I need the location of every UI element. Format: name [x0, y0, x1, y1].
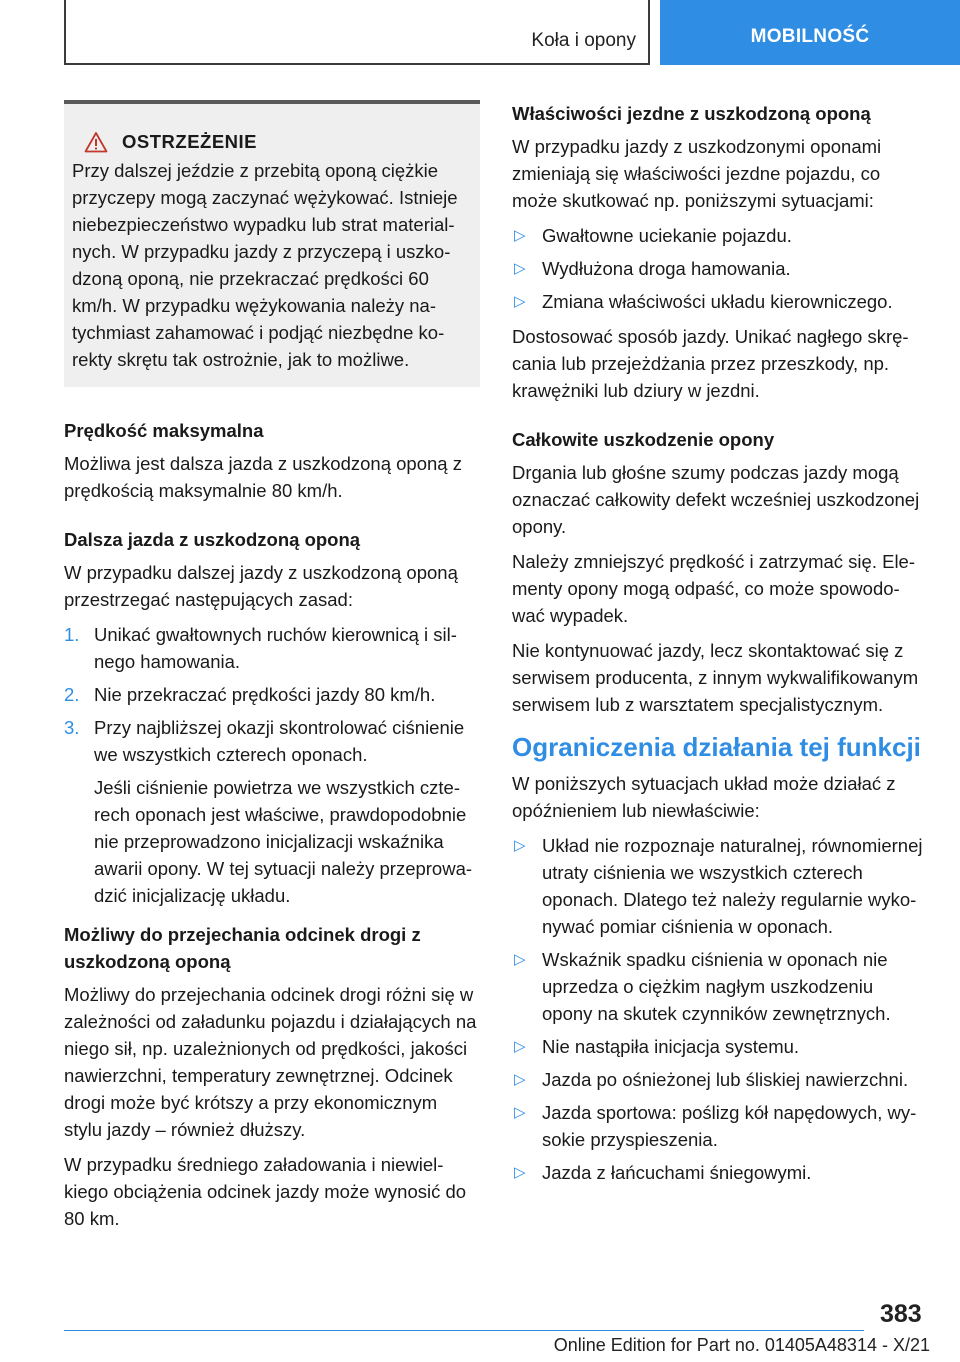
- continue-text: W przypadku dalszej jazdy z uszkodzoną oponą przestrzegać następujących zasad:: [64, 562, 458, 610]
- triangle-bullet-icon: ▷: [514, 1071, 526, 1088]
- list-item: ▷ Gwałtowne uciekanie pojazdu.: [512, 222, 926, 249]
- list-item: ▷ Układ nie rozpoznaje naturalnej, równomiernej utraty ciśnienia we wszystkich czterech oponach. Dlatego też należy regularnie wykonywać pomiar ciśnienia w oponach.: [512, 832, 926, 940]
- properties-text: W przypadku jazdy z uszkodzonymi oponami zmieniają się właściwości jezdne pojazdu, co może skutkować np. poniższymi sytuacjami:: [512, 136, 882, 211]
- step-number: 3.: [64, 717, 80, 738]
- triangle-bullet-icon: ▷: [514, 951, 526, 968]
- list-item: ▷ Wydłużona droga hamowania.: [512, 255, 926, 282]
- list-item: ▷ Jazda sportowa: poślizg kół napędowych, wysokie przyspieszenia.: [512, 1099, 926, 1153]
- footer-edition: Online Edition for Part no. 01405A48314 - X/21: [553, 1335, 930, 1355]
- list-item: ▷ Wskaźnik spadku ciśnienia w oponach nie uprzedza o ciężkim nagłym uszkodzeniu opony na skutek czynników zewnętrznych.: [512, 946, 926, 1027]
- distance-text-2: W przypadku średniego załadowania i niewielkiego obciążenia odcinek jazdy może wynosić do 80 km.: [64, 1154, 467, 1229]
- header-chapter-tab: MOBILNOŚĆ: [660, 0, 960, 65]
- warning-triangle-icon: [84, 131, 108, 153]
- list-item: ▷ Jazda z łańcuchami śniegowymi.: [512, 1159, 926, 1186]
- triangle-bullet-icon: ▷: [514, 837, 526, 854]
- page-number: 383: [880, 1300, 922, 1328]
- header-rule-bottom: [64, 63, 650, 65]
- header-rule-right: [648, 0, 650, 65]
- list-item: [64, 681, 480, 708]
- steps-list: [64, 621, 480, 909]
- damage-text-2: Należy zmniejszyć prędkość i zatrzymać się. Elementy opony mogą odpaść, co może spowodować wypadek.: [512, 551, 916, 626]
- properties-heading: Właściwości jezdne z uszkodzoną oponą: [512, 103, 871, 124]
- distance-heading: Możliwy do przejechania odcinek drogi z uszkodzoną oponą: [64, 924, 421, 972]
- warning-title: OSTRZEŻENIE: [122, 131, 258, 152]
- triangle-bullet-icon: ▷: [514, 1038, 526, 1055]
- step-text: Unikać gwałtownych ruchów kierownicą i silnego hamowania.: [94, 624, 457, 672]
- speed-text: Możliwa jest dalsza jazda z uszkodzoną oponą z prędkością maksymalnie 80 km/h.: [64, 453, 462, 501]
- warning-text: Przy dalszej jeździe z przebitą oponą ciężkie przyczepy mogą zaczynać wężykować. Istnieje niebezpieczeństwo wypadku lub strat materialnych. W przypadku jazdy z przyczepą i uszkodzoną oponą, nie przekraczać prędkości 60 km/h. W przypadku wężykowania należy natychmiast zahamować i podjąć niezbędne korekty skrętu tak ostrożnie, jak to możliwe.: [72, 160, 458, 370]
- continue-heading: Dalsza jazda z uszkodzoną oponą: [64, 529, 361, 550]
- header-section-title: Koła i opony: [531, 30, 636, 51]
- limits-text: W poniższych sytuacjach układ może działać z opóźnieniem lub niewłaściwie:: [512, 773, 896, 821]
- list-item: [64, 714, 480, 909]
- footer-rule: [64, 1330, 864, 1331]
- triangle-bullet-icon: ▷: [514, 260, 526, 277]
- properties-list: [512, 222, 926, 315]
- right-column: [512, 100, 926, 1194]
- left-column: [64, 100, 480, 1240]
- damage-text-3: Nie kontynuować jazdy, lecz skontaktować się z serwisem producenta, z innym wykwalifikowanym serwisem lub z warsztatem specjalistycznym.: [512, 640, 919, 715]
- damage-heading: Całkowite uszkodzenie opony: [512, 429, 775, 450]
- distance-text: Możliwy do przejechania odcinek drogi różni się w zależności od załadunku pojazdu i działających na niego sił, np. uzależnionych od prędkości, jakości nawierzchni, temperatury zewnętrznej. Odcinek drogi może być krótszy a przy ekonomicznym stylu jazdy – również dłuższy.: [64, 984, 477, 1140]
- list-item: ▷ Nie nastąpiła inicjacja systemu.: [512, 1033, 926, 1060]
- triangle-bullet-icon: ▷: [514, 227, 526, 244]
- warning-header: [72, 128, 472, 155]
- list-item: [64, 621, 480, 675]
- step-number: 2.: [64, 684, 80, 705]
- properties-after-text: Dostosować sposób jazdy. Unikać nagłego skręcania lub przejeżdżania przez przeszkody, np. krawężniki lub dziury w jezdni.: [512, 326, 909, 401]
- step-text: Przy najbliższej okazji skontrolować ciśnienie we wszystkich czterech oponach.: [94, 717, 465, 765]
- warning-box: [64, 100, 480, 387]
- limits-list: [512, 832, 926, 1186]
- damage-text-1: Drgania lub głośne szumy podczas jazdy mogą oznaczać całkowity defekt wcześniej uszkodzonej opony.: [512, 462, 920, 537]
- triangle-bullet-icon: ▷: [514, 293, 526, 310]
- list-item: ▷ Zmiana właściwości układu kierowniczego.: [512, 288, 926, 315]
- step-number: 1.: [64, 624, 80, 645]
- step-subtext: Jeśli ciśnienie powietrza we wszystkich czterech oponach jest właściwe, prawdopodobnie nie przeprowadzono inicjalizacji wskaźnika awarii opony. W tej sytuacji należy przeprowadzić inicjalizację układu.: [94, 777, 473, 906]
- step-text: Nie przekraczać prędkości jazdy 80 km/h.: [94, 684, 436, 705]
- triangle-bullet-icon: ▷: [514, 1104, 526, 1121]
- list-item: ▷ Jazda po ośnieżonej lub śliskiej nawierzchni.: [512, 1066, 926, 1093]
- limits-heading: Ograniczenia działania tej funkcji: [512, 732, 921, 762]
- speed-heading: Prędkość maksymalna: [64, 420, 264, 441]
- triangle-bullet-icon: ▷: [514, 1164, 526, 1181]
